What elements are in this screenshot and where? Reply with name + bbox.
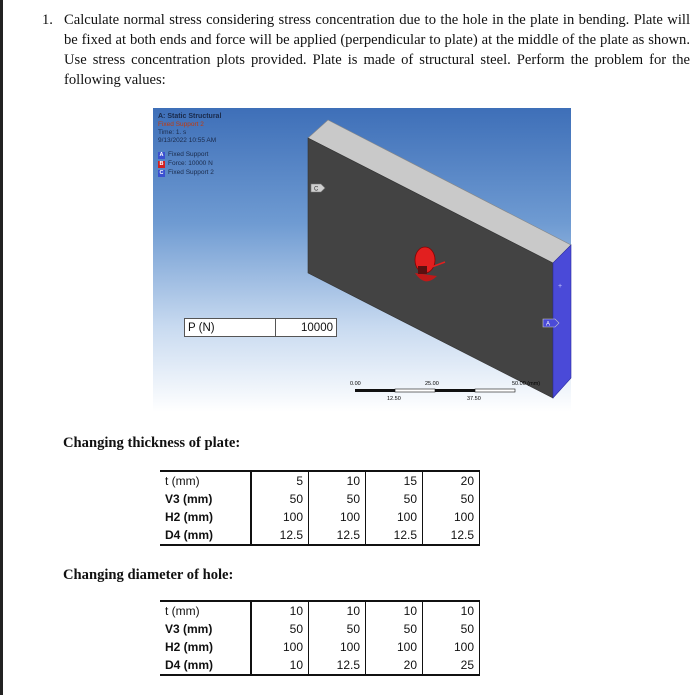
cell: 12.5	[423, 526, 480, 545]
table-row	[160, 638, 480, 656]
hole-marker	[418, 266, 427, 274]
legend-item-label: Force: 10000 N	[168, 160, 213, 167]
row-label: D4 (mm)	[160, 656, 251, 675]
table-row	[160, 471, 480, 490]
cell: 100	[366, 508, 423, 526]
legend-box-b: B	[159, 160, 164, 167]
table-row	[160, 601, 480, 620]
cell: 100	[366, 638, 423, 656]
scale-seg	[475, 389, 515, 392]
scale-label-2: 25.00	[425, 381, 439, 387]
row-label: H2 (mm)	[160, 638, 251, 656]
page-left-border	[0, 0, 3, 695]
cell: 10	[251, 656, 309, 675]
legend-title: A: Static Structural	[158, 113, 222, 120]
cell: 50	[309, 490, 366, 508]
cell: 12.5	[251, 526, 309, 545]
legend-item-label: Fixed Support	[168, 151, 209, 158]
diameter-table	[160, 600, 480, 676]
support-c-tag-label: C	[314, 186, 319, 193]
cell: 50	[366, 490, 423, 508]
force-value: 10000	[276, 319, 337, 337]
row-label: V3 (mm)	[160, 490, 251, 508]
cell: 10	[251, 601, 309, 620]
cell: 10	[309, 471, 366, 490]
table-row	[160, 526, 480, 545]
ansys-figure	[153, 108, 571, 412]
legend-subtitle: Fixed Support 2	[158, 121, 204, 128]
cell: 100	[309, 508, 366, 526]
cell: 20	[366, 656, 423, 675]
scale-seg	[435, 389, 475, 392]
legend-time: Time: 1. s	[158, 129, 187, 136]
cell: 100	[309, 638, 366, 656]
problem-text: Calculate normal stress considering stress concentration due to the hole in the plate in bending. Plate will be fixed at both ends and force will be applied (perpendicular to plate) at the middle of the plate as shown. Use stress concentration plots provided. Plate is made of structural steel. Perform the problem for the following values:	[64, 12, 690, 88]
scale-label-1: 12.50	[387, 396, 401, 402]
scale-seg	[395, 389, 435, 392]
support-a-tag-label: A	[546, 321, 551, 328]
table-row	[160, 656, 480, 675]
cell: 50	[309, 620, 366, 638]
cell: 50	[423, 620, 480, 638]
cell: 10	[366, 601, 423, 620]
axis-mark: +	[558, 283, 563, 290]
scale-seg	[355, 389, 395, 392]
legend-date: 9/13/2022 10:55 AM	[158, 137, 217, 144]
force-table	[184, 318, 337, 337]
legend-item	[158, 160, 221, 168]
scale-label-0: 0.00	[350, 381, 361, 387]
section1-heading: Changing thickness of plate:	[63, 435, 241, 451]
problem-number: 1.	[42, 12, 53, 28]
cell: 50	[251, 490, 309, 508]
cell: 100	[251, 638, 309, 656]
section2-heading: Changing diameter of hole:	[63, 567, 234, 583]
legend-items	[158, 151, 221, 177]
row-label: V3 (mm)	[160, 620, 251, 638]
cell: 12.5	[309, 526, 366, 545]
scale-label-3: 37.50	[467, 396, 481, 402]
cell: 25	[423, 656, 480, 675]
table-row	[160, 490, 480, 508]
table-row	[160, 620, 480, 638]
legend-item	[158, 169, 221, 177]
cell: 100	[423, 638, 480, 656]
cell: 100	[423, 508, 480, 526]
table-row	[160, 508, 480, 526]
cell: 10	[309, 601, 366, 620]
cell: 15	[366, 471, 423, 490]
force-label: P (N)	[185, 319, 276, 337]
thickness-table	[160, 470, 480, 546]
row-label: t (mm)	[160, 601, 251, 620]
legend-box-a: A	[159, 151, 164, 158]
ansys-legend	[158, 113, 221, 178]
row-label: D4 (mm)	[160, 526, 251, 545]
cell: 12.5	[366, 526, 423, 545]
row-label: H2 (mm)	[160, 508, 251, 526]
cell: 100	[251, 508, 309, 526]
cell: 50	[251, 620, 309, 638]
cell: 10	[423, 601, 480, 620]
cell: 50	[366, 620, 423, 638]
cell: 12.5	[309, 656, 366, 675]
cell: 5	[251, 471, 309, 490]
scale-bar	[350, 378, 541, 408]
legend-box-c: C	[159, 169, 164, 176]
cell: 50	[423, 490, 480, 508]
row-label: t (mm)	[160, 471, 251, 490]
legend-item	[158, 151, 221, 159]
scale-label-4: 50.00 (mm)	[512, 381, 541, 387]
cell: 20	[423, 471, 480, 490]
legend-item-label: Fixed Support 2	[168, 169, 214, 176]
